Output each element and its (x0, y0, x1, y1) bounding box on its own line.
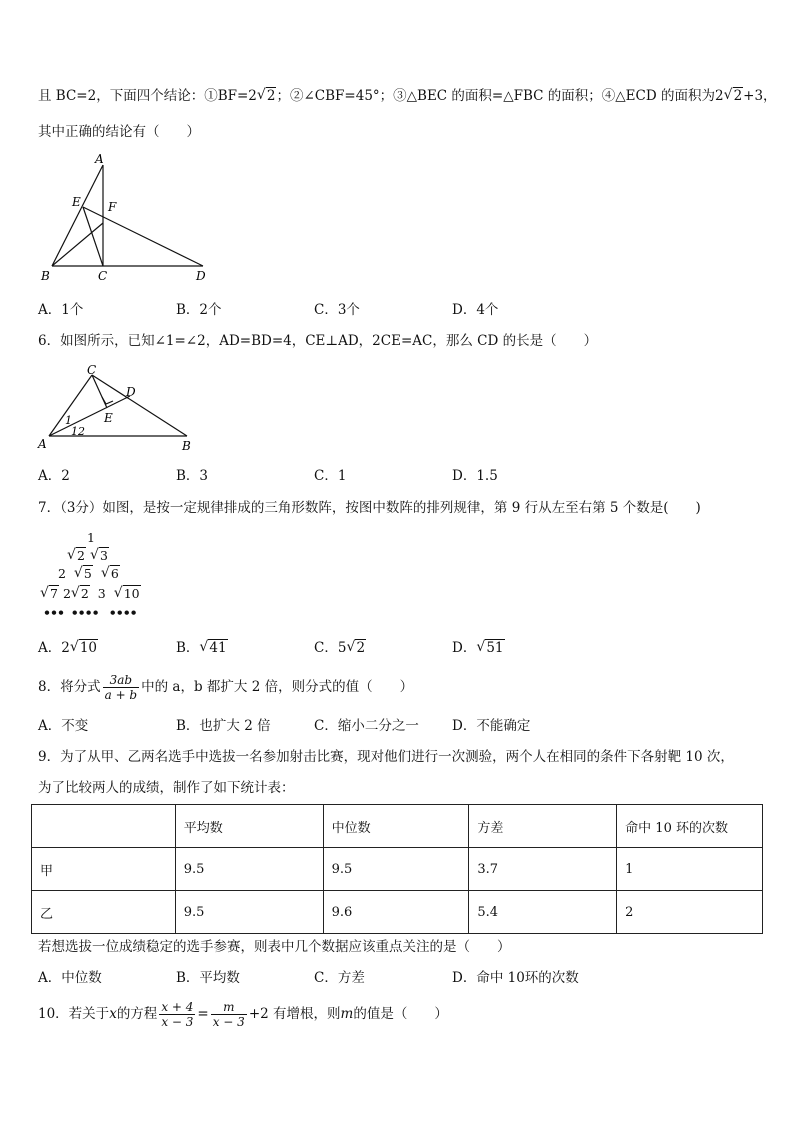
q7-text: 7．（3分）如图，是按一定规律排成的三角形数阵，按图中数阵的排列规律，第 9 行从左至右第 5 个数是( ) (38, 500, 701, 516)
q5-text-a: 且 BC=2，下面四个结论：①BF= (38, 88, 249, 104)
q5-option-a[interactable]: A．1个 (38, 302, 84, 318)
q8-fraction: $\frac{3ab}{a + b}$ (104, 673, 138, 702)
table-header-row (32, 805, 763, 848)
q6-option-a[interactable]: A．2 (38, 468, 70, 484)
tri-row2: √ 2 √ 3 (67, 548, 109, 564)
label-f: F (108, 200, 117, 214)
label-b: B (41, 269, 50, 283)
q5-text-b: ；②∠CBF=45°；③△BEC 的面积=△FBC 的面积；④△ECD 的面积为 (276, 88, 715, 104)
label-a: A (95, 152, 104, 166)
q5-line2: 其中正确的结论有（ ） (38, 124, 200, 140)
table-cell: 乙 (32, 891, 176, 934)
q9-question: 若想选拔一位成绩稳定的选手参赛，则表中几个数据应该重点关注的是（ ） (38, 939, 511, 955)
q5-option-d[interactable]: D．4个 (452, 302, 499, 318)
q10-lhs-fraction: $\frac{x + 4}{x - 3}$ (161, 1000, 194, 1029)
q5-ecd-tail: +3， (743, 88, 777, 104)
label-angle-1b: 1 (71, 425, 78, 438)
q7-option-b[interactable]: B．√ 41 (176, 638, 228, 658)
q6-option-d[interactable]: D．1.5 (452, 468, 498, 484)
table-header-cell (32, 805, 176, 848)
q10-rhs-fraction: $\frac{m}{x - 3}$ (212, 1000, 245, 1029)
q7-options (38, 638, 758, 658)
q5-line1 (38, 86, 777, 106)
segment-ba (52, 165, 103, 266)
q9-option-d[interactable]: D．命中 10环的次数 (452, 970, 579, 986)
table-header-cell: 方差 (469, 805, 617, 848)
label-d: D (196, 269, 206, 283)
q5-figure (38, 150, 218, 285)
q8-option-d[interactable]: D．不能确定 (452, 718, 531, 734)
segment-ed (83, 207, 203, 266)
label-e: E (104, 411, 113, 425)
tri-row4: √ 7 2√ 2 3 √ 10 (40, 586, 141, 602)
tri-row3: 2 √ 5 √ 6 (58, 566, 120, 582)
label-angle-1: 1 (65, 414, 72, 427)
q5-ecd-sqrt: √ 2 (724, 86, 744, 106)
label-a: A (38, 437, 47, 451)
q8-options (38, 716, 758, 736)
label-b: B (182, 439, 191, 453)
q6-option-c[interactable]: C．1 (314, 468, 347, 484)
table-cell: 5.4 (469, 891, 617, 934)
table-row (32, 891, 763, 934)
q10-text: 10．若关于x的方程 $\frac{x + 4}{x - 3}$ = $\frac{m}{x - 3}$ +2 有增根，则m的值是（ ） (38, 1000, 448, 1029)
q5-bf-sqrt: √ 2 (257, 86, 277, 106)
label-angle-2: 2 (78, 425, 85, 438)
table-row (32, 848, 763, 891)
q6-option-b[interactable]: B．3 (176, 468, 209, 484)
table-header-cell: 命中 10 环的次数 (617, 805, 763, 848)
table-cell: 9.5 (175, 891, 323, 934)
segment-ad (49, 396, 130, 436)
table-cell: 3.7 (469, 848, 617, 891)
q8-option-c[interactable]: C．缩小二分之一 (314, 718, 419, 734)
right-angle-mark (102, 397, 113, 404)
q9-line1: 9．为了从甲、乙两名选手中选拔一名参加射击比赛，现对他们进行一次测验，两个人在相同的条件下各射靶 10 次， (38, 749, 734, 765)
table-cell: 9.5 (175, 848, 323, 891)
label-d: D (126, 385, 136, 399)
table-cell: 1 (617, 848, 763, 891)
label-c: C (98, 269, 108, 283)
table-cell: 2 (617, 891, 763, 934)
q7-option-d[interactable]: D．√ 51 (452, 638, 505, 658)
table-cell: 9.6 (323, 891, 469, 934)
q5-options (38, 300, 758, 320)
q9-options (38, 968, 758, 988)
q9-stats-table (31, 804, 763, 934)
q9-option-b[interactable]: B．平均数 (176, 970, 240, 986)
label-c: C (87, 363, 97, 377)
q9-option-c[interactable]: C．方差 (314, 970, 365, 986)
q6-text: 6．如图所示，已知∠1=∠2，AD=BD=4，CE⊥AD，2CE=AC，那么 CD 的长是（ ） (38, 333, 598, 349)
q6-figure (32, 360, 202, 455)
table-header-cell: 中位数 (323, 805, 469, 848)
q8-option-a[interactable]: A．不变 (38, 718, 89, 734)
tri-row5: ••• •••• •••• (43, 605, 137, 620)
q6-options (38, 466, 758, 486)
tri-row1: 1 (87, 530, 95, 545)
table-header-cell: 平均数 (175, 805, 323, 848)
q5-ecd-coef: 2 (714, 88, 724, 104)
q7-option-c[interactable]: C．5√ 2 (314, 638, 366, 658)
table-cell: 9.5 (323, 848, 469, 891)
table-cell: 甲 (32, 848, 176, 891)
q7-option-a[interactable]: A．2√ 10 (38, 638, 98, 658)
q9-line2: 为了比较两人的成绩，制作了如下统计表： (38, 780, 295, 796)
label-e: E (72, 195, 81, 209)
q9-option-a[interactable]: A．中位数 (38, 970, 102, 986)
q7-number-triangle (40, 530, 150, 620)
q8-text: 8．将分式 $\frac{3ab}{a + b}$ 中的 a，b 都扩大 2 倍，则分式的值（ ） (38, 673, 414, 702)
q8-option-b[interactable]: B．也扩大 2 倍 (176, 718, 271, 734)
q5-option-b[interactable]: B．2个 (176, 302, 222, 318)
q5-bf-coef: 2 (248, 88, 257, 104)
q5-option-c[interactable]: C．3个 (314, 302, 360, 318)
